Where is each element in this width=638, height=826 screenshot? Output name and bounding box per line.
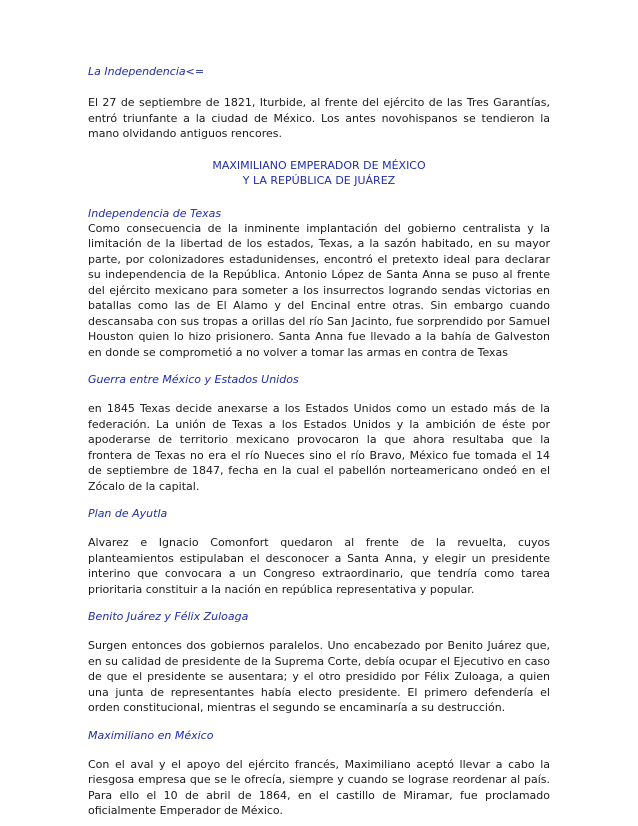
main-title bbox=[88, 158, 550, 188]
section-plan-ayutla bbox=[88, 506, 550, 597]
intro-paragraph: El 27 de septiembre de 1821, Iturbide, al frente del ejército de las Tres Garantías, entró triunfante a la ciudad de México. Los antes novohispanos se tendieron la mano olvidando antiguos rencores. bbox=[88, 96, 550, 140]
back-arrow-icon[interactable]: <= bbox=[185, 65, 205, 78]
section-body: en 1845 Texas decide anexarse a los Estados Unidos como un estado más de la federación. La unión de Texas a los Estados Unidos y la ambición de éste por apoderarse de territorio mexicano provocaron la que ahora resultaba que la frontera de Texas no era el río Nueces sino el río Bravo, México fue tomada el 14 de septiembre de 1847, fecha en la cual el pabellón norteamericano ondeó en el Zócalo de la capital. bbox=[88, 402, 550, 493]
section-heading: Benito Juárez y Félix Zuloaga bbox=[88, 610, 249, 623]
top-link[interactable] bbox=[88, 64, 550, 79]
top-link-label[interactable]: La Independencia bbox=[88, 65, 186, 78]
section-body: Alvarez e Ignacio Comonfort quedaron al frente de la revuelta, cuyos planteamientos estipulaban el desconocer a Santa Anna, y elegir un presidente interino que convocara a un Congreso extraordinario, que tendría como tarea prioritaria constituir a la nación en república representativa y popular. bbox=[88, 536, 550, 596]
section-heading: Plan de Ayutla bbox=[88, 507, 168, 520]
section-body: Surgen entonces dos gobiernos paralelos. Uno encabezado por Benito Juárez que, en su calidad de presidente de la Suprema Corte, debía ocupar el Ejecutivo en caso de que el presidente se ausentara; y el otro presidido por Félix Zuloaga, a quien una junta de representantes había electo presidente. El primero defendería el orden constitucional, mientras el segundo se encaminaría a su destrucción. bbox=[88, 639, 550, 714]
main-title-line2: Y LA REPÚBLICA DE JUÁREZ bbox=[242, 173, 396, 187]
section-maximiliano bbox=[88, 728, 550, 819]
section-heading: Guerra entre México y Estados Unidos bbox=[88, 373, 299, 386]
document-page bbox=[88, 64, 550, 819]
section-independencia-texas bbox=[88, 206, 550, 361]
section-guerra bbox=[88, 372, 550, 494]
section-body: Como consecuencia de la inminente implantación del gobierno centralista y la limitación de la libertad de los estados, Texas, a la sazón habitado, en su mayor parte, por colonizadores estadunidenses, encontró el pretexto ideal para declarar su independencia de la República. Antonio López de Santa Anna se puso al frente del ejército mexicano para someter a los insurrectos logrando sendas victorias en batallas como las de El Alamo y del Encinal entre otras. Sin embargo cuando descansaba con sus tropas a orillas del río San Jacinto, fue sorprendido por Samuel Houston quien lo hizo prisionero. Santa Anna fue llevado a la bahía de Galveston en donde se comprometió a no volver a tomar las armas en contra de Texas bbox=[88, 221, 550, 359]
section-heading: Maximiliano en México bbox=[88, 728, 214, 742]
section-juarez-zuloaga bbox=[88, 609, 550, 716]
section-body: Con el aval y el apoyo del ejército francés, Maximiliano aceptó llevar a cabo la riesgosa empresa que se le ofrecía, siempre y cuando se lograse reordenar al país. Para ello el 10 de abril de 1864, en el castillo de Miramar, fue proclamado oficialmente Emperador de México. bbox=[88, 757, 550, 817]
section-heading: Independencia de Texas bbox=[88, 206, 222, 220]
main-title-line1: MAXIMILIANO EMPERADOR DE MÉXICO bbox=[212, 158, 426, 172]
